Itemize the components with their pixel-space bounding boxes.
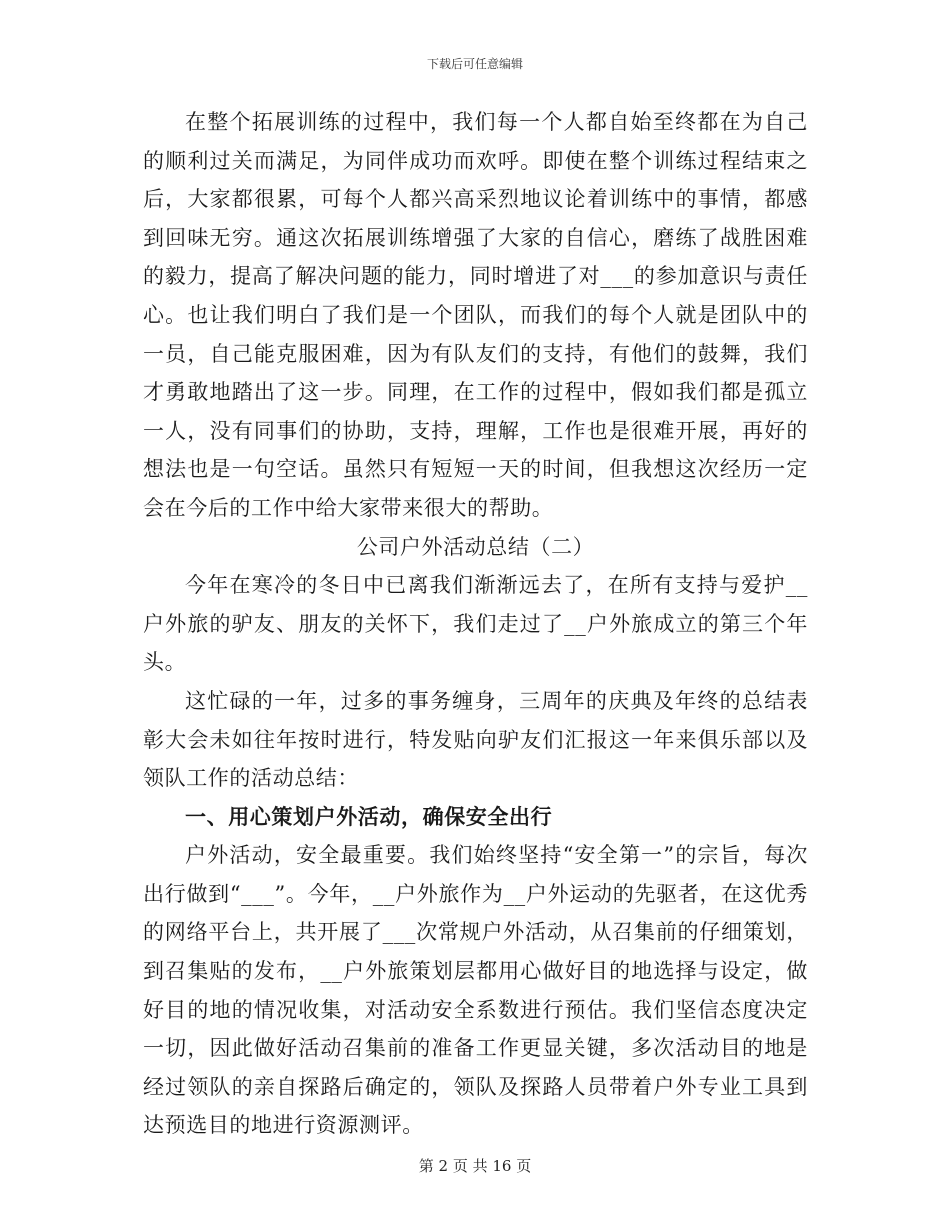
paragraph-busy-year: 这忙碌的一年，过多的事务缠身，三周年的庆典及年终的总结表彰大会未如往年按时进行，特发贴向驴友们汇报这一年来俱乐部以及领队工作的活动总结： xyxy=(143,688,808,791)
document-body xyxy=(143,103,808,1145)
subheading-plan-activities: 一、用心策划户外活动，确保安全出行 xyxy=(185,803,553,829)
paragraph-intro: 今年在寒冷的冬日中已离我们渐渐远去了，在所有支持与爱护__户外旅的驴友、朋友的关怀下，我们走过了__户外旅成立的第三个年头。 xyxy=(143,573,808,675)
paragraph-training-summary: 在整个拓展训练的过程中，我们每一个人都自始至终都在为自己的顺利过关而满足，为同伴成功而欢呼。即使在整个训练过程结束之后，大家都很累，可每个人都兴高采烈地议论着训练中的事情，都感到回味无穷。通这次拓展训练增强了大家的自信心，磨练了战胜困难的毅力，提高了解决问题的能力，同时增进了对___的参加意识与责任心。也让我们明白了我们是一个团队，而我们的每个人就是团队中的一员，自己能克服困难，因为有队友们的支持，有他们的鼓舞，我们才勇敢地踏出了这一步。同理，在工作的过程中，假如我们都是孤立一人，没有同事们的协助，支持，理解，工作也是很难开展，再好的想法也是一句空话。虽然只有短短一天的时间，但我想这次经历一定会在今后的工作中给大家带来很大的帮助。 xyxy=(143,110,808,520)
page-number: 第 2 页 共 16 页 xyxy=(418,1157,532,1175)
header-note: 下载后可任意编辑 xyxy=(426,57,523,71)
paragraph-safety: 户外活动，安全最重要。我们始终坚持“安全第一”的宗旨，每次出行做到“___”。今年，__户外旅作为__户外运动的先驱者，在这优秀的网络平台上，共开展了___次常规户外活动，从召集前的仔细策划，到召集贴的发布，__户外旅策划层都用心做好目的地选择与设定，做好目的地的情况收集，对活动安全系数进行预估。我们坚信态度决定一切，因此做好活动召集前的准备工作更显关键，多次活动目的地是经过领队的亲自探路后确定的，领队及探路人员带着户外专业工具到达预选目的地进行资源测评。 xyxy=(143,843,808,1138)
section-title-2: 公司户外活动总结（二） xyxy=(356,534,595,559)
